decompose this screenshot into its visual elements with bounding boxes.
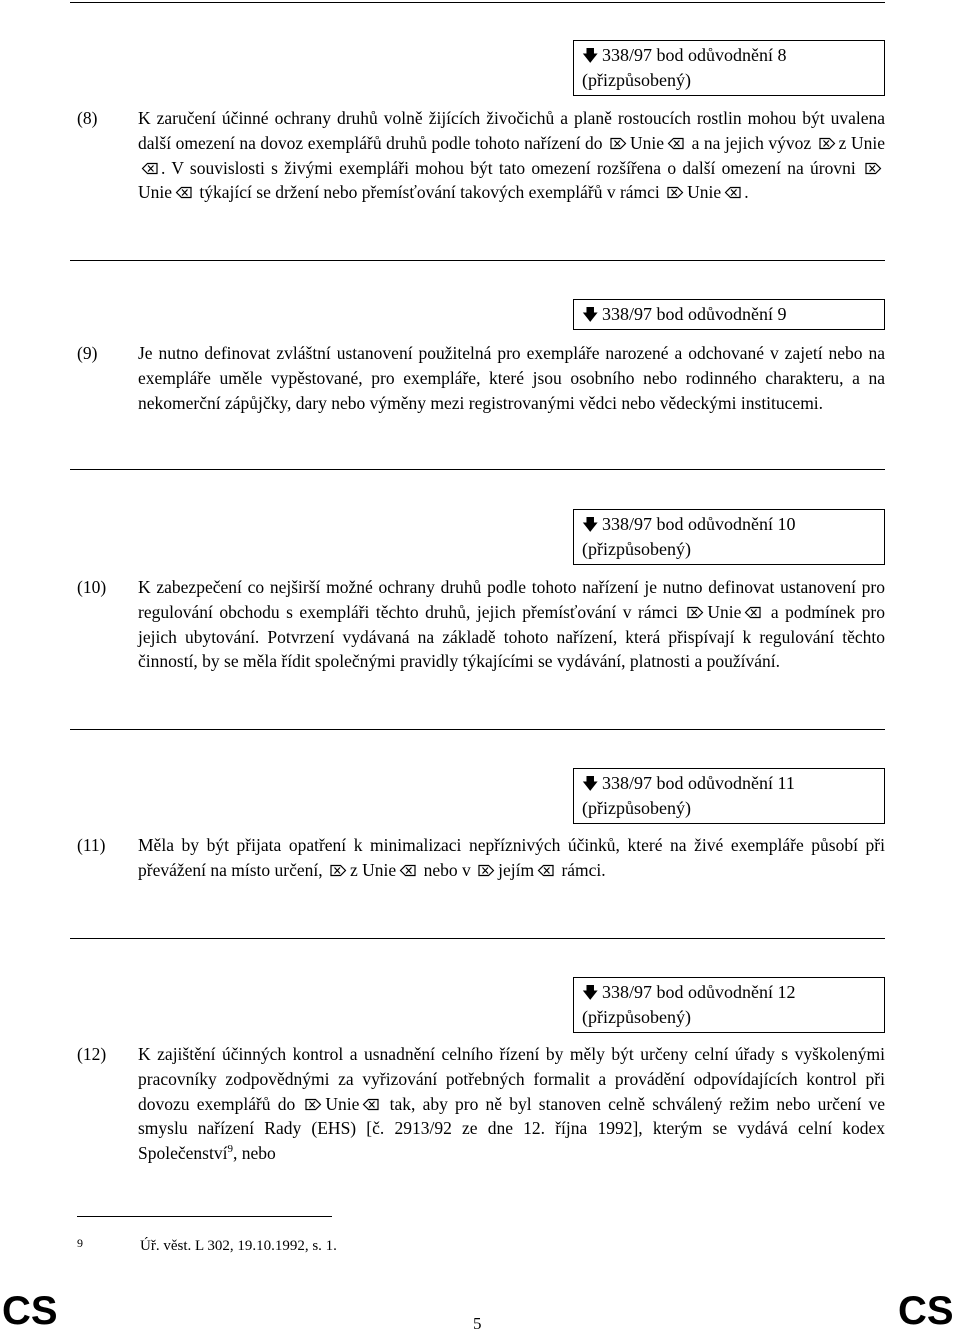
footnote-text: Úř. věst. L 302, 19.10.1992, s. 1. [140, 1238, 337, 1254]
reference-box-11 [573, 768, 885, 824]
insert-marker-icon [330, 864, 347, 877]
delete-marker-icon [724, 186, 741, 199]
delete-marker-icon [744, 606, 761, 619]
reference-box-9 [573, 299, 885, 330]
recital-text: Unie [687, 182, 722, 203]
recital-10 [77, 575, 885, 674]
insert-marker-icon [305, 1098, 322, 1111]
recital-text: Je nutno definovat zvláštní ustanovení použitelná pro exempláře narozené a odchované v zajetí nebo na exempláře uměle vypěstované, pro exempláře, které jsou osobního nebo rodinného charakteru, a na nekomerční zápůjčky, dary nebo výměny mezi registrovanými vědci nebo vědeckými institucemi. [138, 343, 885, 413]
insert-marker-icon [478, 864, 495, 877]
recital-number: (8) [77, 108, 98, 128]
insert-marker-icon [687, 606, 704, 619]
top-rule [70, 2, 885, 3]
recital-text: z Unie [350, 859, 397, 880]
reference-sub: (přizpůsobený) [582, 70, 691, 90]
recital-text: tak, aby pro ně byl stanoven celně schválený režim nebo určení ve smyslu nařízení Rady (EHS) [č. 2913/92 ze dne 12. října 1992], kterým se vydává celní kodex Společenství [138, 1093, 886, 1164]
recital-number: (10) [77, 577, 107, 597]
recital-8 [77, 106, 885, 205]
recital-text: . V souvislosti s živými exempláři mohou být tato omezení rozšířena o další omezení na úrovni [161, 157, 856, 178]
delete-marker-icon [141, 162, 158, 175]
recital-9 [77, 341, 885, 415]
recital-text: Unie [707, 601, 742, 622]
recital-12 [77, 1042, 885, 1166]
recital-text: Unie [630, 132, 665, 153]
footnote-reference[interactable]: 9 [227, 1143, 233, 1156]
recital-text: K zabezpečení co nejširší možné ochrany druhů podle tohoto nařízení je nutno definovat ustanovení pro regulování obchodu s exempláři těchto druhů, jejich přemísťování v rámci [138, 577, 885, 622]
delete-marker-icon [667, 137, 684, 150]
reference-label: 338/97 bod odůvodnění 12 [602, 982, 796, 1002]
separator-rule [70, 469, 885, 470]
recital-text: týkající se držení nebo přemísťování takových exemplářů v rámci [199, 182, 660, 203]
insert-marker-icon [865, 162, 882, 175]
separator-rule [70, 938, 885, 939]
recital-text: jejím [498, 859, 535, 880]
recital-text: a podmínek pro jejich ubytování. Potvrzení vydávaná na základě tohoto nařízení, která přispívají k regulování těchto činností, by se měla řídit společnými pravidly týkajícími se vydávání, platnosti a používání. [138, 601, 886, 672]
reference-label: 338/97 bod odůvodnění 10 [602, 514, 796, 534]
recital-text: K zaručení účinné ochrany druhů volně žijících živočichů a planě rostoucích rostlin mohou být uvalena další omezení na dovoz exemplářů druhů podle tohoto nařízení do [138, 108, 885, 153]
insert-marker-icon [667, 186, 684, 199]
arrow-down-icon: 🡇 [582, 774, 599, 793]
reference-sub: (přizpůsobený) [582, 539, 691, 559]
recital-text: nebo v [423, 859, 471, 880]
reference-box-10 [573, 509, 885, 565]
recital-text: rámci. [561, 859, 606, 880]
insert-marker-icon [610, 137, 627, 150]
arrow-down-icon: 🡇 [582, 515, 599, 534]
recital-text: Unie [138, 182, 173, 203]
delete-marker-icon [537, 864, 554, 877]
page-number: 5 [473, 1314, 482, 1333]
reference-sub: (přizpůsobený) [582, 798, 691, 818]
arrow-down-icon: 🡇 [582, 46, 599, 65]
language-code-right: CS [898, 1289, 954, 1333]
reference-sub: (přizpůsobený) [582, 1007, 691, 1027]
recital-number: (12) [77, 1044, 107, 1064]
reference-label: 338/97 bod odůvodnění 11 [602, 773, 795, 793]
recital-text: z Unie [838, 132, 885, 153]
reference-label: 338/97 bod odůvodnění 8 [602, 45, 787, 65]
footnote-number: 9 [77, 1236, 83, 1250]
reference-box-12 [573, 977, 885, 1033]
delete-marker-icon [399, 864, 416, 877]
recital-text: Unie [325, 1093, 360, 1114]
recital-text: K zajištění účinných kontrol a usnadnění celního řízení by měly být určeny celní úřady s vyškolenými pracovníky zodpovědnými za vyřizování potřebných formalit a provádění odpovídajících kontrol při dovozu exemplářů do [138, 1044, 885, 1114]
separator-rule [70, 729, 885, 730]
reference-label: 338/97 bod odůvodnění 9 [602, 304, 787, 324]
language-code-left: CS [2, 1289, 58, 1333]
recital-text: Měla by být přijata opatření k minimalizaci nepříznivých účinků, které na živé exempláře působí při převážení na místo určení, [138, 835, 885, 880]
recital-text: . [744, 182, 749, 203]
delete-marker-icon [175, 186, 192, 199]
footnote-rule [77, 1216, 332, 1217]
separator-rule [70, 260, 885, 261]
recital-text: a na jejich vývoz [691, 132, 812, 153]
arrow-down-icon: 🡇 [582, 305, 599, 324]
recital-11 [77, 833, 885, 883]
delete-marker-icon [362, 1098, 379, 1111]
insert-marker-icon [819, 137, 836, 150]
recital-text: , nebo [232, 1143, 276, 1164]
recital-number: (9) [77, 343, 98, 363]
recital-number: (11) [77, 835, 106, 855]
reference-box-8 [573, 40, 885, 96]
arrow-down-icon: 🡇 [582, 983, 599, 1002]
